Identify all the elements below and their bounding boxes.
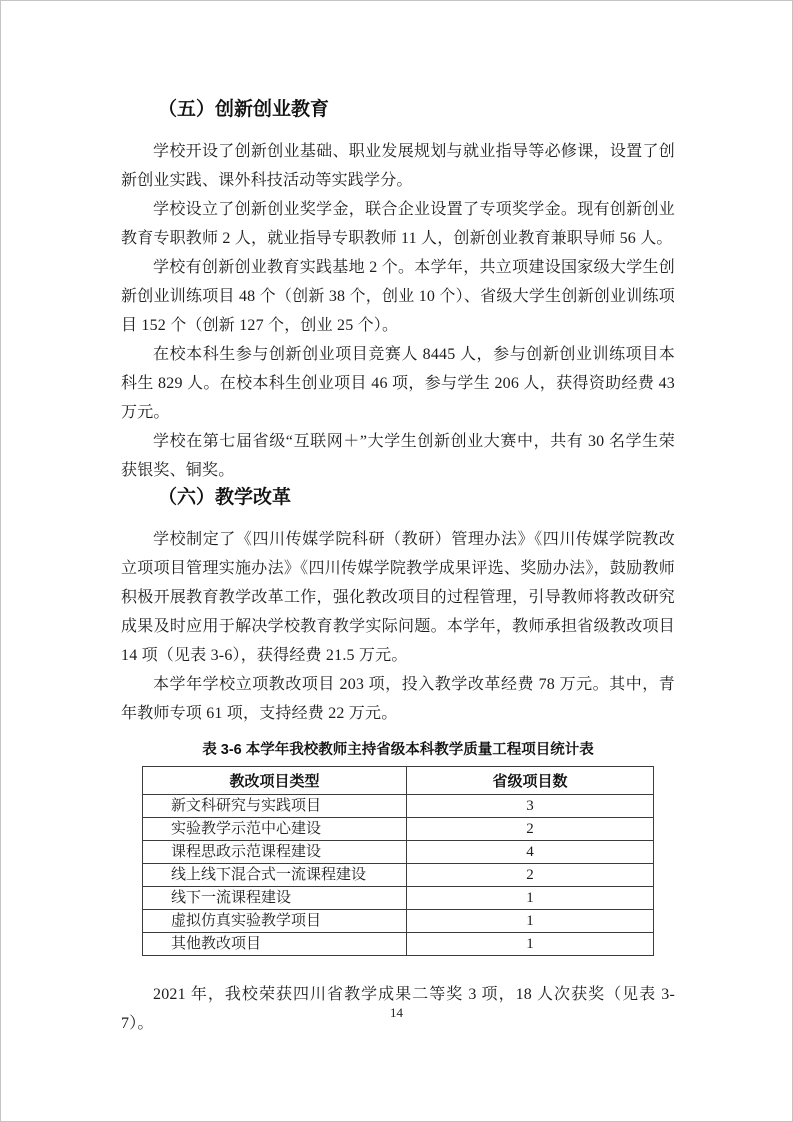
project-type-cell: 其他教改项目	[143, 933, 407, 956]
table-header-project-type: 教改项目类型	[143, 767, 407, 795]
project-type-cell: 线下一流课程建设	[143, 887, 407, 910]
table-header-row	[143, 767, 654, 795]
quality-project-table	[142, 766, 654, 956]
paragraph: 本学年学校立项教改项目 203 项，投入教学改革经费 78 万元。其中，青年教师专项 61 项，支持经费 22 万元。	[121, 676, 675, 722]
paragraph: 学校制定了《四川传媒学院科研（教研）管理办法》《四川传媒学院教改立项项目管理实施办法》《四川传媒学院教学成果评选、奖励办法》，鼓励教师积极开展教育教学改革工作，强化教改项目的过程管理，引导教师将教改研究成果及时应用于解决学校教育教学实际问题。本学年，教师承担省级教改项目 14 项（见表 3-6），获得经费 21.5 万元。	[121, 531, 675, 664]
table-row	[143, 933, 654, 956]
paragraph: 学校设立了创新创业奖学金，联合企业设置了专项奖学金。现有创新创业教育专职教师 2 人，就业指导专职教师 11 人，创新创业教育兼职导师 56 人。	[121, 201, 675, 247]
table-header-province-count: 省级项目数	[407, 767, 654, 795]
section-heading-6: （六）教学改革	[158, 487, 292, 508]
page-number: 14	[390, 1005, 403, 1020]
project-count-cell: 2	[407, 864, 654, 887]
project-type-cell: 实验教学示范中心建设	[143, 818, 407, 841]
section-heading-5: （五）创新创业教育	[158, 99, 330, 120]
project-count-cell: 1	[407, 933, 654, 956]
paragraph: 学校在第七届省级“互联网＋”大学生创新创业大赛中，共有 30 名学生荣获银奖、铜奖。	[121, 433, 675, 479]
section-teaching-reform	[121, 485, 675, 728]
paragraph: 在校本科生参与创新创业项目竞赛人 8445 人，参与创新创业训练项目本科生 829 人。在校本科生创业项目 46 项，参与学生 206 人，获得资助经费 43 万元。	[121, 346, 675, 421]
project-type-cell: 课程思政示范课程建设	[143, 841, 407, 864]
table-row	[143, 910, 654, 933]
table-row	[143, 818, 654, 841]
table-row	[143, 887, 654, 910]
project-type-cell: 线上线下混合式一流课程建设	[143, 864, 407, 887]
project-count-cell: 1	[407, 910, 654, 933]
table-row	[143, 795, 654, 818]
project-count-cell: 3	[407, 795, 654, 818]
paragraph: 学校有创新创业教育实践基地 2 个。本学年，共立项建设国家级大学生创新创业训练项目 48 个（创新 38 个，创业 10 个）、省级大学生创新创业训练项目 152 个（创新 127 个，创业 25 个）。	[121, 259, 675, 334]
section-innovation-entrepreneurship-education	[121, 97, 675, 485]
table-row	[143, 841, 654, 864]
project-type-cell: 虚拟仿真实验教学项目	[143, 910, 407, 933]
project-count-cell: 4	[407, 841, 654, 864]
page-content	[1, 1, 792, 1038]
project-type-cell: 新文科研究与实践项目	[143, 795, 407, 818]
table-row	[143, 864, 654, 887]
project-count-cell: 2	[407, 818, 654, 841]
paragraph: 学校开设了创新创业基础、职业发展规划与就业指导等必修课，设置了创新创业实践、课外科技活动等实践学分。	[121, 143, 675, 189]
project-count-cell: 1	[407, 887, 654, 910]
table-caption: 表 3-6 本学年我校教师主持省级本科教学质量工程项目统计表	[202, 742, 594, 758]
closing-paragraph: 2021 年，我校荣获四川省教学成果二等奖 3 项，18 人次获奖（见表 3-7）。	[121, 986, 675, 1032]
